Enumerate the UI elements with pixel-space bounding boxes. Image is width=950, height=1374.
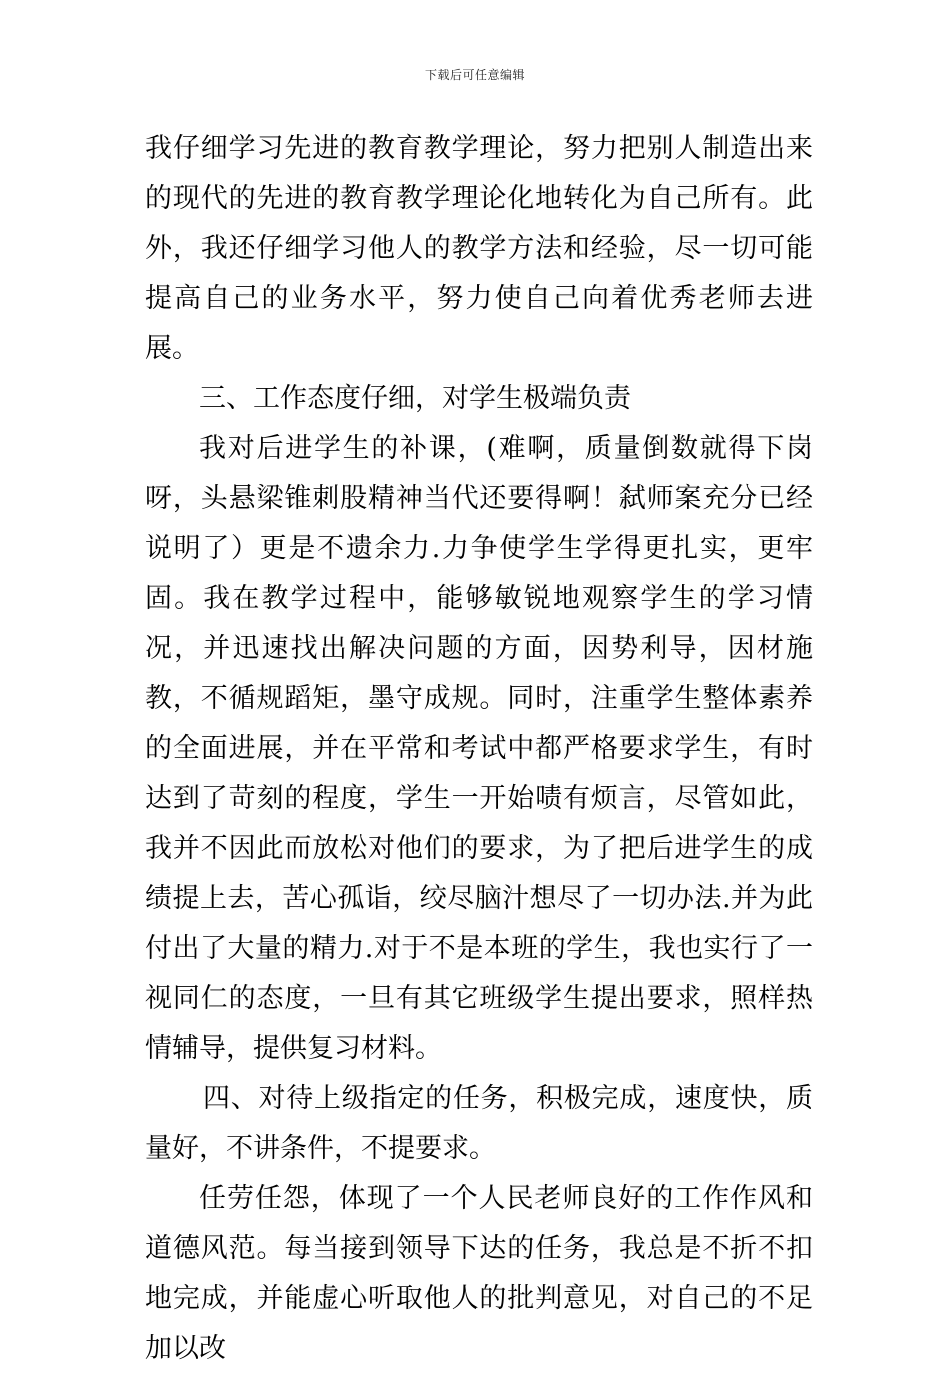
paragraph-study: 我仔细学习先进的教育教学理论，努力把别人制造出来的现代的先进的教育教学理论化地转化为自己所有。此外，我还仔细学习他人的教学方法和经验，尽一切可能提高自己的业务水平，努力使自己向着优秀老师去进展。 xyxy=(145,133,813,364)
document-body xyxy=(145,124,813,1374)
page-header: 下载后可任意编辑 xyxy=(424,68,525,82)
section-heading-four: 四、对待上级指定的任务，积极完成，速度快，质量好，不讲条件，不提要求。 xyxy=(145,1083,813,1164)
section-heading-three: 三、工作态度仔细，对学生极端负责 xyxy=(199,383,631,414)
paragraph-tutoring: 我对后进学生的补课，(难啊，质量倒数就得下岗呀，头悬梁锥刺股精神当代还要得啊！弑师案充分已经说明了）更是不遗余力.力争使学生学得更扎实，更牢固。我在教学过程中，能够敏锐地观察学生的学习情况，并迅速找出解决问题的方面，因势利导，因材施教，不循规蹈矩，墨守成规。同时，注重学生整体素养的全面进展，并在平常和考试中都严格要求学生，有时达到了苛刻的程度，学生一开始啧有烦言，尽管如此，我并不因此而放松对他们的要求，为了把后进学生的成绩提上去，苦心孤诣，绞尽脑汁想尽了一切办法.并为此付出了大量的精力.对于不是本班的学生，我也实行了一视同仁的态度，一旦有其它班级学生提出要求，照样热情辅导，提供复习材料。 xyxy=(145,433,813,1064)
paragraph-work-style: 任劳任怨，体现了一个人民老师良好的工作作风和道德风范。每当接到领导下达的任务，我总是不折不扣地完成，并能虚心听取他人的批判意见，对自己的不足加以改 xyxy=(145,1183,813,1364)
